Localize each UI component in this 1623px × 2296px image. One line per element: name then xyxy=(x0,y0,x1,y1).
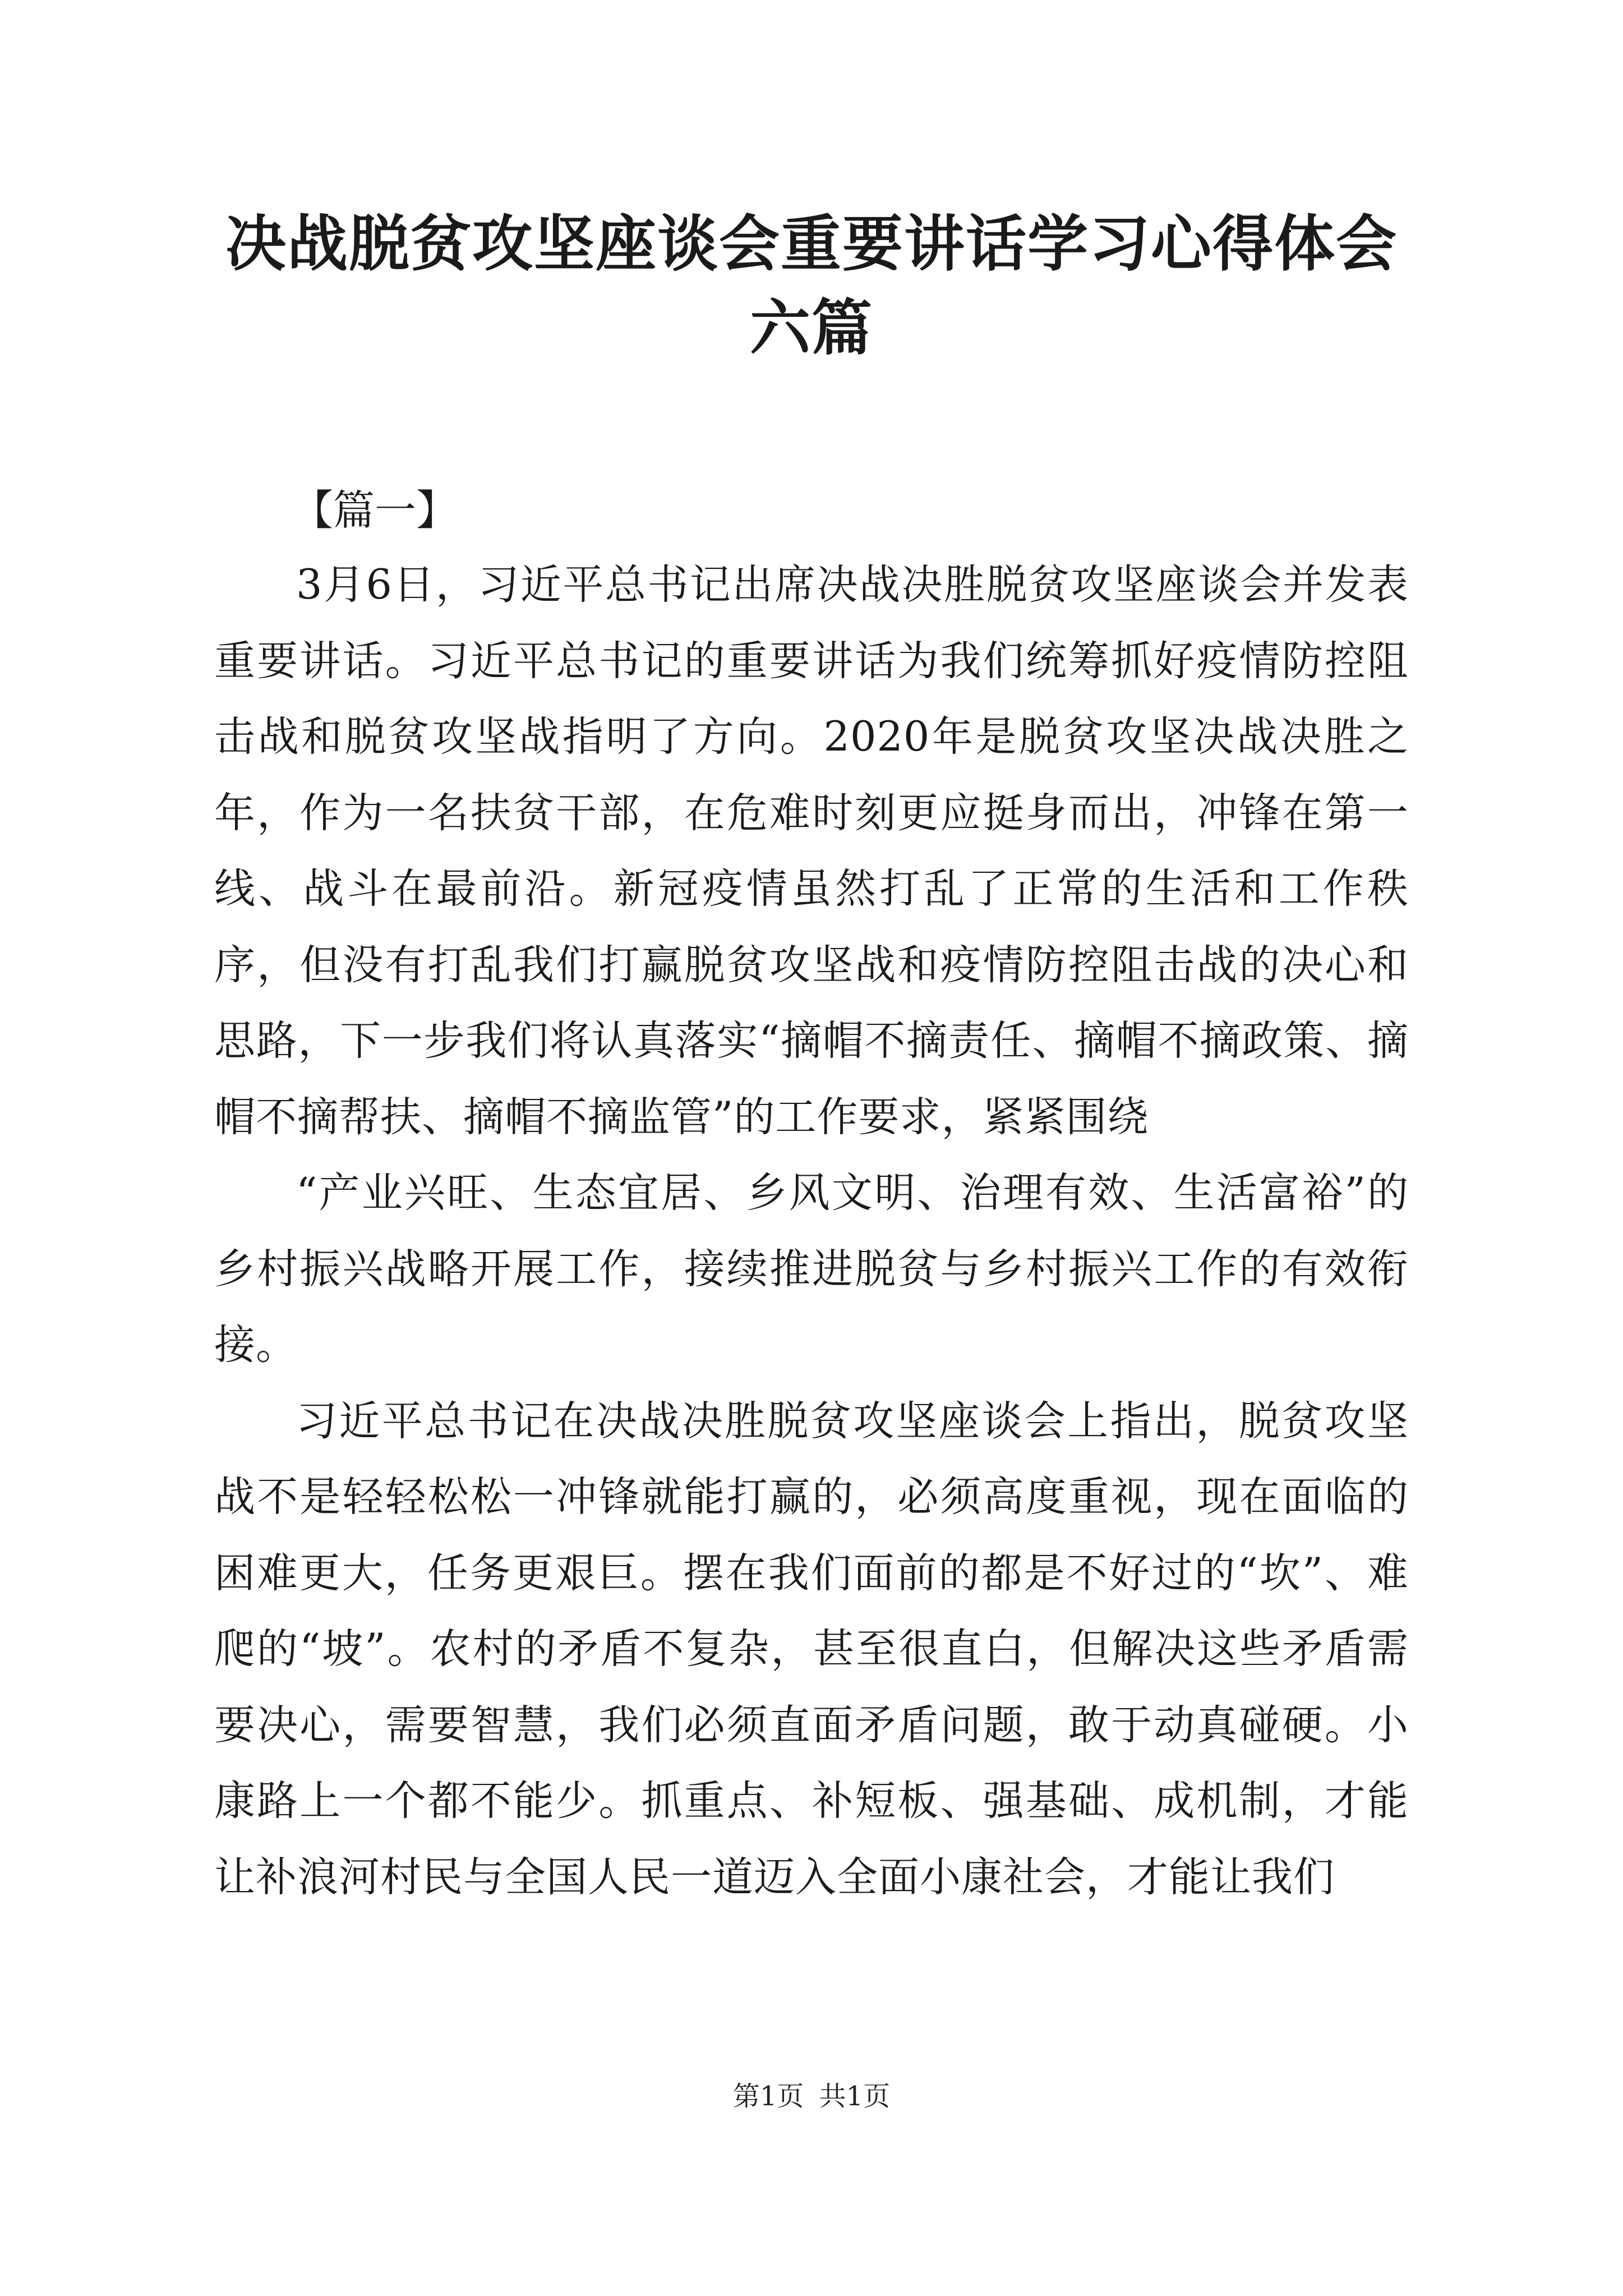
paragraph-2: “产业兴旺、生态宜居、乡风文明、治理有效、生活富裕”的乡村振兴战略开展工作，接续推进脱贫与乡村振兴工作的有效衔接。 xyxy=(214,1169,1409,1369)
paragraph-3: 习近平总书记在决战决胜脱贫攻坚座谈会上指出，脱贫攻坚战不是轻轻松松一冲锋就能打赢的，必须高度重视，现在面临的困难更大，任务更艰巨。摆在我们面前的都是不好过的“坎”、难爬的“坡”。农村的矛盾不复杂，甚至很直白，但解决这些矛盾需要决心，需要智慧，我们必须直面矛盾问题，敢于动真碰硬。小康路上一个都不能少。抓重点、补短板、强基础、成机制，才能让补浪河村民与全国人民一道迈入全面小康社会，才能让我们 xyxy=(214,1397,1409,1901)
paragraph-1: 3月6日，习近平总书记出席决战决胜脱贫攻坚座谈会并发表重要讲话。习近平总书记的重要讲话为我们统筹抓好疫情防控阻击战和脱贫攻坚战指明了方向。2020年是脱贫攻坚决战决胜之年，作为一名扶贫干部，在危难时刻更应挺身而出，冲锋在第一线、战斗在最前沿。新冠疫情虽然打乱了正常的生活和工作秩序，但没有打乱我们打赢脱贫攻坚战和疫情防控阻击战的决心和思路，下一步我们将认真落实“摘帽不摘责任、摘帽不摘政策、摘帽不摘帮扶、摘帽不摘监管”的工作要求，紧紧围绕 xyxy=(214,561,1409,1141)
section-heading: 【篇一】 xyxy=(292,486,458,535)
page-footer xyxy=(0,2078,1623,2114)
page-number: 第1页 xyxy=(732,2081,804,2112)
document-body xyxy=(214,547,1409,1915)
document-title: 决战脱贫攻坚座谈会重要讲话学习心得体会六篇 xyxy=(225,209,1398,364)
page-total: 共1页 xyxy=(819,2081,891,2112)
